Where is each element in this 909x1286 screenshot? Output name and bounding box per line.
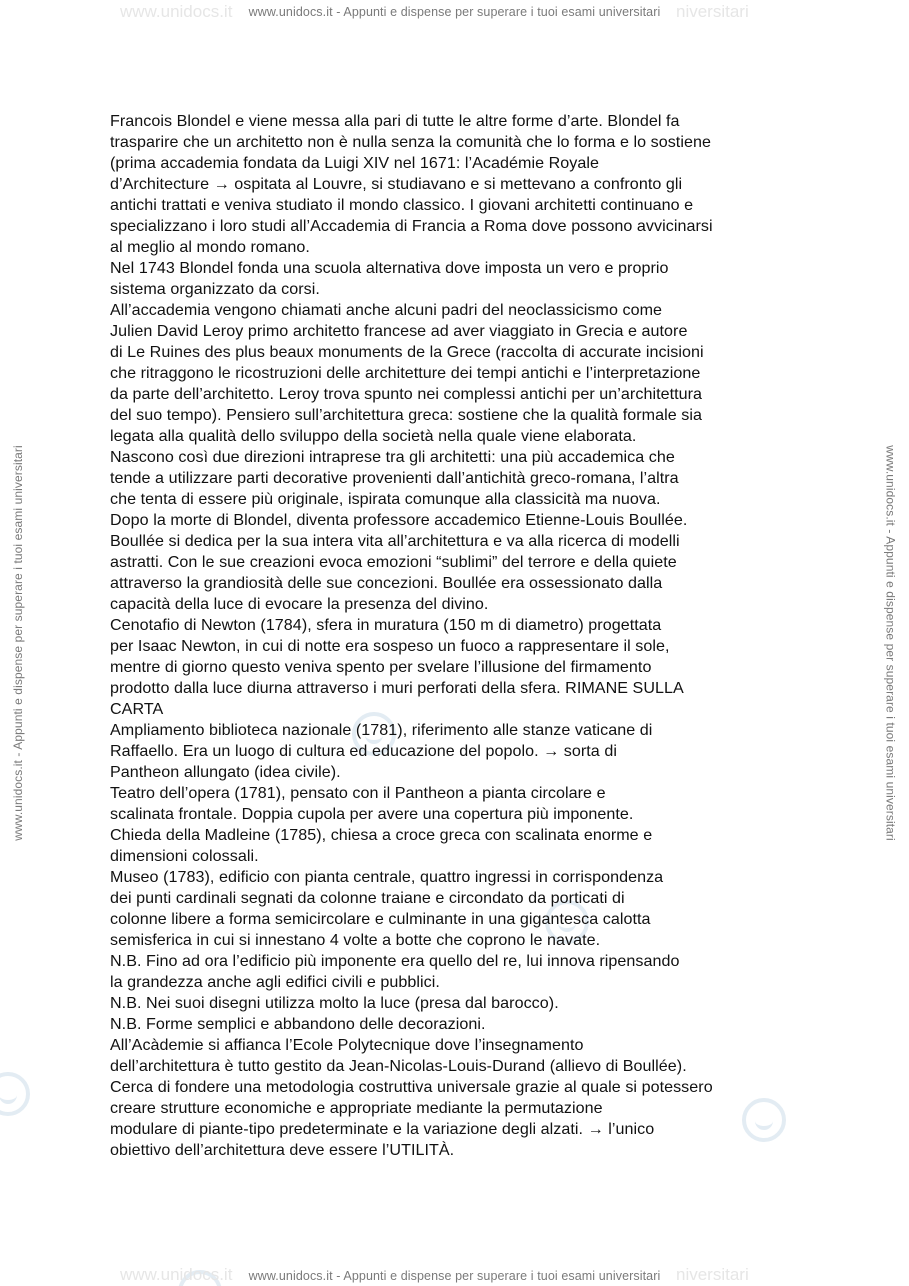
text-line: sistema organizzato da corsi. (110, 280, 320, 298)
text-line: d’Architecture → ospitata al Louvre, si studiavano e si mettevano a confronto gli (110, 175, 683, 193)
text-line: capacità della luce di evocare la presenza del divino. (110, 595, 489, 613)
ghost-watermark-bottom-left: www.unidocs.it (120, 1265, 233, 1284)
text-line: specializzano i loro studi all’Accademia di Francia a Roma dove possono avvicinarsi (110, 217, 713, 235)
text-line: Pantheon allungato (idea civile). (110, 763, 341, 781)
text-line: colonne libere a forma semicircolare e culminante in una gigantesca calotta (110, 910, 651, 928)
text-line: che tenta di essere più originale, ispirata comunque alla classicità ma nuova. (110, 490, 661, 508)
text-line: legata alla qualità dello sviluppo della società nella quale viene elaborata. (110, 427, 637, 445)
text-line: Chieda della Madleine (1785), chiesa a croce greca con scalinata enorme e (110, 826, 653, 844)
text-line: Teatro dell’opera (1781), pensato con il Pantheon a pianta circolare e (110, 784, 606, 802)
text-line: da parte dell’architetto. Leroy trova spunto nei complessi antichi per un’architettura (110, 385, 703, 403)
text-line: del suo tempo). Pensiero sull’architettura greca: sostiene che la qualità formale sia (110, 406, 702, 424)
text-line: creare strutture economiche e appropriate mediante la permutazione (110, 1099, 603, 1117)
text-line: (prima accademia fondata da Luigi XIV nel 1671: l’Académie Royale (110, 154, 600, 172)
text-line: dei punti cardinali segnati da colonne traiane e circondato da porticati di (110, 889, 625, 907)
text-line: Raffaello. Era un luogo di cultura ed educazione del popolo. → sorta di (110, 742, 617, 760)
unidocs-logo-icon (0, 1072, 30, 1116)
ghost-watermark-top-left: www.unidocs.it (120, 2, 233, 21)
text-line: semisferica in cui si innestano 4 volte a botte che coprono le navate. (110, 931, 601, 949)
right-watermark: www.unidocs.it - Appunti e dispense per superare i tuoi esami universitari (884, 445, 898, 841)
text-line: al meglio al mondo romano. (110, 238, 310, 256)
text-line: CARTA (110, 700, 164, 718)
text-line: N.B. Forme semplici e abbandono delle decorazioni. (110, 1015, 486, 1033)
text-line: N.B. Nei suoi disegni utilizza molto la luce (presa dal barocco). (110, 994, 559, 1012)
text-line: Dopo la morte di Blondel, diventa professore accademico Etienne-Louis Boullée. (110, 511, 688, 529)
text-line: astratti. Con le sue creazioni evoca emozioni “sublimi” del terrore e della quiete (110, 553, 677, 571)
text-line: scalinata frontale. Doppia cupola per avere una copertura più imponente. (110, 805, 634, 823)
text-line: tende a utilizzare parti decorative provenienti dall’antichità greco-romana, l’altra (110, 469, 679, 487)
text-line: Cerca di fondere una metodologia costruttiva universale grazie al quale si potessero (110, 1078, 713, 1096)
text-line: dimensioni colossali. (110, 847, 259, 865)
text-line: antichi trattati e veniva studiato il mondo classico. I giovani architetti continuano e (110, 196, 694, 214)
text-line: attraverso la grandiosità delle sue concezioni. Boullée era ossessionato dalla (110, 574, 663, 592)
text-line: per Isaac Newton, in cui di notte era sospeso un fuoco a rappresentare il sole, (110, 637, 670, 655)
text-line: prodotto dalla luce diurna attraverso i muri perforati della sfera. RIMANE SULLA (110, 679, 684, 697)
text-line: obiettivo dell’architettura deve essere l’UTILITÀ. (110, 1141, 455, 1159)
text-line: Nel 1743 Blondel fonda una scuola alternativa dove imposta un vero e proprio (110, 259, 669, 277)
text-line: modulare di piante-tipo predeterminate e la variazione degli alzati. → l’unico (110, 1120, 655, 1138)
text-line: All’Acàdemie si affianca l’Ecole Polytecnique dove l’insegnamento (110, 1036, 584, 1054)
text-line: All’accademia vengono chiamati anche alcuni padri del neoclassicismo come (110, 301, 663, 319)
text-line: trasparire che un architetto non è nulla senza la comunità che lo forma e lo sostiene (110, 133, 711, 151)
ghost-watermark-bottom-right: niversitari (676, 1265, 749, 1284)
text-line: Francois Blondel e viene messa alla pari di tutte le altre forme d’arte. Blondel fa (110, 112, 680, 130)
text-line: Museo (1783), edificio con pianta centrale, quattro ingressi in corrispondenza (110, 868, 664, 886)
text-line: che ritraggono le ricostruzioni delle architetture dei tempi antichi e l’interpretazione (110, 364, 701, 382)
text-line: Cenotafio di Newton (1784), sfera in muratura (150 m di diametro) progettata (110, 616, 662, 634)
text-line: Julien David Leroy primo architetto francese ad aver viaggiato in Grecia e autore (110, 322, 688, 340)
header-watermark: www.unidocs.it - Appunti e dispense per superare i tuoi esami universitari (248, 5, 661, 19)
text-line: dell’architettura è tutto gestito da Jean-Nicolas-Louis-Durand (allievo di Boullée). (110, 1057, 687, 1075)
text-line: Nascono così due direzioni intraprese tra gli architetti: una più accademica che (110, 448, 675, 466)
document-body (110, 111, 810, 1161)
ghost-watermark-top-right: niversitari (676, 2, 749, 21)
left-watermark: www.unidocs.it - Appunti e dispense per superare i tuoi esami universitari (11, 445, 25, 841)
text-line: Boullée si dedica per la sua intera vita all’architettura e va alla ricerca di modelli (110, 532, 680, 550)
text-line: mentre di giorno questo veniva spento per svelare l’illusione del firmamento (110, 658, 652, 676)
footer-watermark: www.unidocs.it - Appunti e dispense per superare i tuoi esami universitari (248, 1269, 661, 1283)
text-line: la grandezza anche agli edifici civili e pubblici. (110, 973, 440, 991)
text-line: di Le Ruines des plus beaux monuments de la Grece (raccolta di accurate incisioni (110, 343, 704, 361)
text-line: Ampliamento biblioteca nazionale (1781), riferimento alle stanze vaticane di (110, 721, 653, 739)
text-line: N.B. Fino ad ora l’edificio più imponente era quello del re, lui innova ripensando (110, 952, 680, 970)
